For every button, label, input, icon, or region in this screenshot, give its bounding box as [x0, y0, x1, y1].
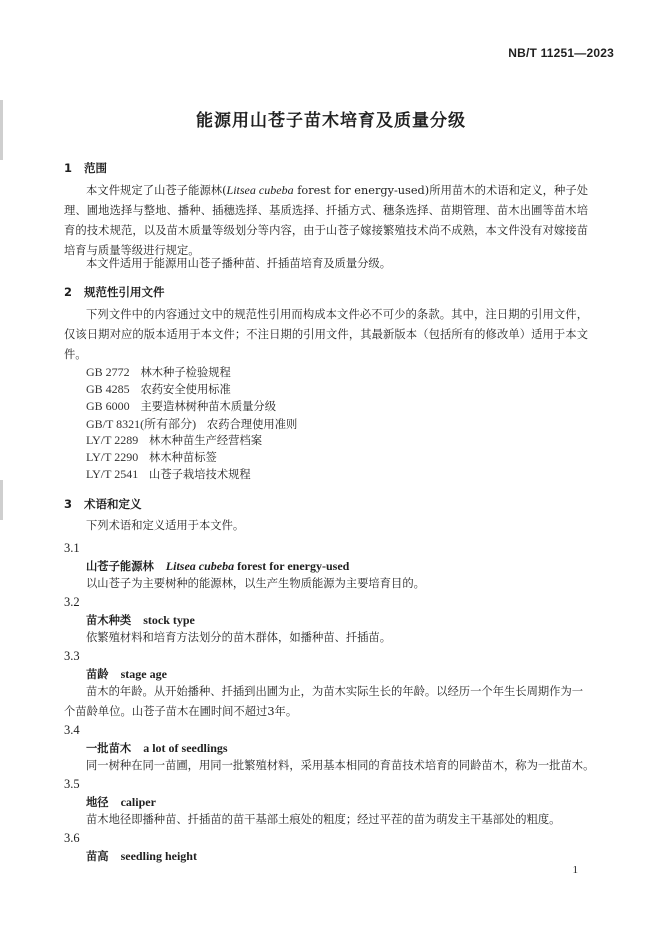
term-definition: 苗木地径即播种苗、扦插苗的苗干基部土痕处的粗度；经过平茬的苗为萌发主干基部处的粗度。: [86, 813, 561, 826]
term-definition-continued: 个苗龄单位。山苍子苗木在圃时间不超过3年。: [64, 705, 298, 718]
term-en: a lot of seedlings: [143, 741, 228, 755]
term-number: 3.4: [64, 723, 80, 737]
terms-intro: 下列术语和定义适用于本文件。: [86, 519, 245, 532]
reference-code: LY/T 2541: [86, 467, 139, 481]
term-heading: [86, 666, 167, 682]
term-definition: 苗木的年龄。从开始播种、扦插到出圃为止，为苗木实际生长的年龄。以经历一个年生长周期作为一: [86, 685, 584, 698]
reference-code: GB/T 8321(所有部分): [86, 417, 197, 431]
reference-item: [86, 415, 297, 432]
term-heading: [86, 612, 195, 628]
latin-name: Litsea cubeba: [226, 183, 294, 197]
scope-applicability: 本文件适用于能源用山苍子播种苗、扦插苗培育及质量分级。: [86, 257, 392, 270]
document-title: 能源用山苍子苗木培育及质量分级: [196, 111, 466, 131]
reference-name: 林木种子检验规程: [140, 366, 231, 379]
term-en: Litsea cubeba forest for energy-used: [165, 559, 350, 573]
term-en: seedling height: [120, 849, 197, 863]
term-definition: 同一树种在同一苗圃，用同一批繁殖材料，采用基本相同的育苗技术培育的同龄苗木，称为一批苗木。: [86, 759, 595, 772]
reference-name: 林木种苗标签: [149, 451, 217, 464]
term-definition: 依繁殖材料和培育方法划分的苗木群体，如播种苗、扦插苗。: [86, 631, 392, 644]
section-title: 规范性引用文件: [84, 285, 165, 299]
term-number: 3.6: [64, 831, 80, 845]
reference-name: 主要造林树种苗木质量分级: [140, 400, 277, 413]
reference-name: 农药合理使用准则: [206, 418, 298, 431]
term-en: stage age: [120, 667, 167, 681]
page-number: 1: [572, 864, 578, 876]
section-3-heading: [64, 496, 142, 512]
reference-code: GB 2772: [86, 365, 130, 379]
term-zh: 一批苗木: [86, 742, 132, 755]
scope-text: 本文件规定了山苍子能源林(: [86, 184, 227, 197]
section-number: 1: [64, 161, 73, 175]
term-heading: [86, 740, 228, 756]
section-number: 2: [64, 285, 73, 299]
reference-item: [86, 466, 251, 482]
scan-edge-mark: [0, 480, 3, 520]
term-zh: 山苍子能源林: [86, 560, 154, 573]
reference-item: [86, 432, 262, 448]
term-en: stock type: [143, 613, 195, 627]
normative-intro: 下列文件中的内容通过文中的规范性引用而构成本文件必不可少的条款。其中，注日期的引用文件，仅该日期对应的版本适用于本文件；不注日期的引用文件，其最新版本（包括所有的修改单）适用于本文件。: [64, 308, 588, 361]
term-heading: [86, 794, 156, 810]
term-zh: 苗木种类: [86, 614, 132, 627]
section-title: 术语和定义: [84, 497, 142, 511]
term-number: 3.3: [64, 649, 80, 663]
term-heading: [86, 848, 197, 864]
reference-item: [86, 381, 231, 397]
standard-code: NB/T 11251—2023: [508, 46, 614, 60]
section-title: 范围: [84, 161, 107, 175]
reference-item: [86, 364, 231, 380]
reference-code: GB 6000: [86, 399, 130, 413]
term-zh: 地径: [86, 796, 109, 809]
term-heading: [86, 558, 349, 574]
reference-name: 山苍子栽培技术规程: [149, 468, 251, 481]
reference-item: [86, 449, 217, 465]
reference-code: LY/T 2289: [86, 433, 139, 447]
scope-paragraph: [64, 180, 588, 261]
term-number: 3.1: [64, 541, 80, 555]
section-2-heading: [64, 284, 165, 300]
scope-text: forest for energy-used)所用苗木的术语和定义，种子处理、圃地选择与整地、播种、插穗选择、基质选择、扦插方式、穗条选择、苗期管理、苗木出圃等苗木培育的技术规范，以及苗木质量等级划分等内容，由于山苍子嫁接繁殖技术尚不成熟，本文件没有对嫁接苗培育与质量等级进行规定。: [64, 184, 588, 257]
reference-code: LY/T 2290: [86, 450, 139, 464]
reference-name: 农药安全使用标准: [140, 383, 231, 396]
term-zh: 苗高: [86, 850, 109, 863]
term-en: caliper: [120, 795, 156, 809]
section-1-heading: [64, 160, 107, 176]
term-number: 3.5: [64, 777, 80, 791]
term-definition: 以山苍子为主要树种的能源林，以生产生物质能源为主要培育目的。: [86, 577, 425, 590]
term-zh: 苗龄: [86, 668, 109, 681]
reference-code: GB 4285: [86, 382, 130, 396]
reference-name: 林木种苗生产经营档案: [149, 434, 263, 447]
reference-item: [86, 398, 276, 414]
term-number: 3.2: [64, 595, 80, 609]
section-number: 3: [64, 497, 73, 511]
